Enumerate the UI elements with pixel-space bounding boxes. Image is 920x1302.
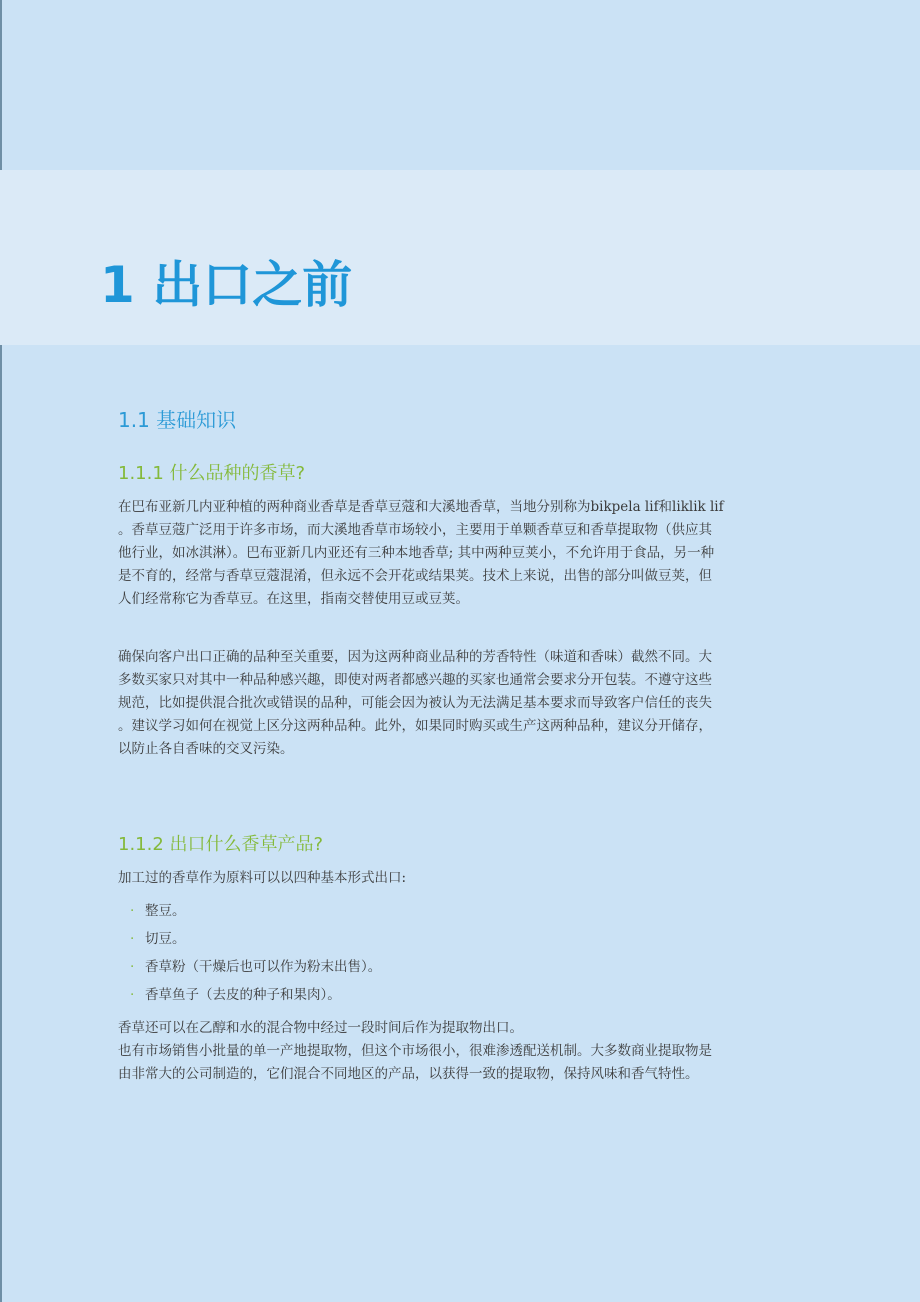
subsection-1-title: 1.1.1 什么品种的香草?	[118, 463, 306, 484]
paragraph-line: 人们经常称它为香草豆。在这里，指南交替使用豆或豆荚。	[118, 591, 469, 607]
list-item-text: 香草粉（干燥后也可以作为粉末出售）。	[145, 959, 382, 975]
section-title: 1.1 基础知识	[118, 408, 237, 432]
paragraph-line: 确保向客户出口正确的品种至关重要，因为这两种商业品种的芳香特性（味道和香味）截然不同。大	[118, 649, 712, 665]
paragraph-line: 以防止各自香味的交叉污染。	[118, 741, 294, 757]
paragraph-line: 由非常大的公司制造的，它们混合不同地区的产品，以获得一致的提取物，保持风味和香气特性。	[118, 1066, 699, 1082]
export-forms-list	[130, 899, 381, 1011]
paragraph-line: 在巴布亚新几内亚种植的两种商业香草是香草豆蔻和大溪地香草，当地分别称为bikpela lif和liklik lif	[118, 499, 724, 515]
paragraph-line: 多数买家只对其中一种品种感兴趣，即使对两者都感兴趣的买家也通常会要求分开包装。不遵守这些	[118, 672, 712, 688]
extract-paragraph	[118, 1017, 778, 1086]
list-item	[130, 927, 381, 955]
subsection-2-title: 1.1.2 出口什么香草产品?	[118, 834, 324, 855]
paragraph-line: 香草还可以在乙醇和水的混合物中经过一段时间后作为提取物出口。	[118, 1020, 523, 1036]
chapter-title: 1 出口之前	[100, 256, 353, 314]
paragraph-line: 规范，比如提供混合批次或错误的品种，可能会因为被认为无法满足基本要求而导致客户信任的丧失	[118, 695, 712, 711]
list-item-text: 香草鱼子（去皮的种子和果肉）。	[145, 987, 341, 1003]
paragraph-line: 。香草豆蔻广泛用于许多市场，而大溪地香草市场较小，主要用于单颗香草豆和香草提取物（供应其	[118, 522, 712, 538]
paragraph-line: 他行业，如冰淇淋）。巴布亚新几内亚还有三种本地香草; 其中两种豆荚小，不允许用于食品，另一种	[118, 545, 715, 561]
bullet-icon: ·	[130, 931, 135, 947]
forms-intro	[118, 867, 778, 890]
bullet-icon: ·	[130, 987, 135, 1003]
variety-paragraph-1	[118, 496, 778, 611]
bullet-icon: ·	[130, 959, 135, 975]
paragraph-line: 。建议学习如何在视觉上区分这两种品种。此外，如果同时购买或生产这两种品种，建议分开储存，	[118, 718, 712, 734]
paragraph-line: 也有市场销售小批量的单一产地提取物，但这个市场很小，很难渗透配送机制。大多数商业提取物是	[118, 1043, 712, 1059]
paragraph-line: 是不育的，经常与香草豆蔻混淆，但永远不会开花或结果荚。技术上来说，出售的部分叫做豆荚，但	[118, 568, 712, 584]
variety-paragraph-2	[118, 646, 778, 761]
list-item	[130, 955, 381, 983]
list-item	[130, 983, 381, 1011]
bullet-icon: ·	[130, 903, 135, 919]
list-item-text: 整豆。	[145, 903, 186, 919]
list-item-text: 切豆。	[145, 931, 186, 947]
list-item	[130, 899, 381, 927]
paragraph-line: 加工过的香草作为原料可以以四种基本形式出口:	[118, 870, 407, 886]
